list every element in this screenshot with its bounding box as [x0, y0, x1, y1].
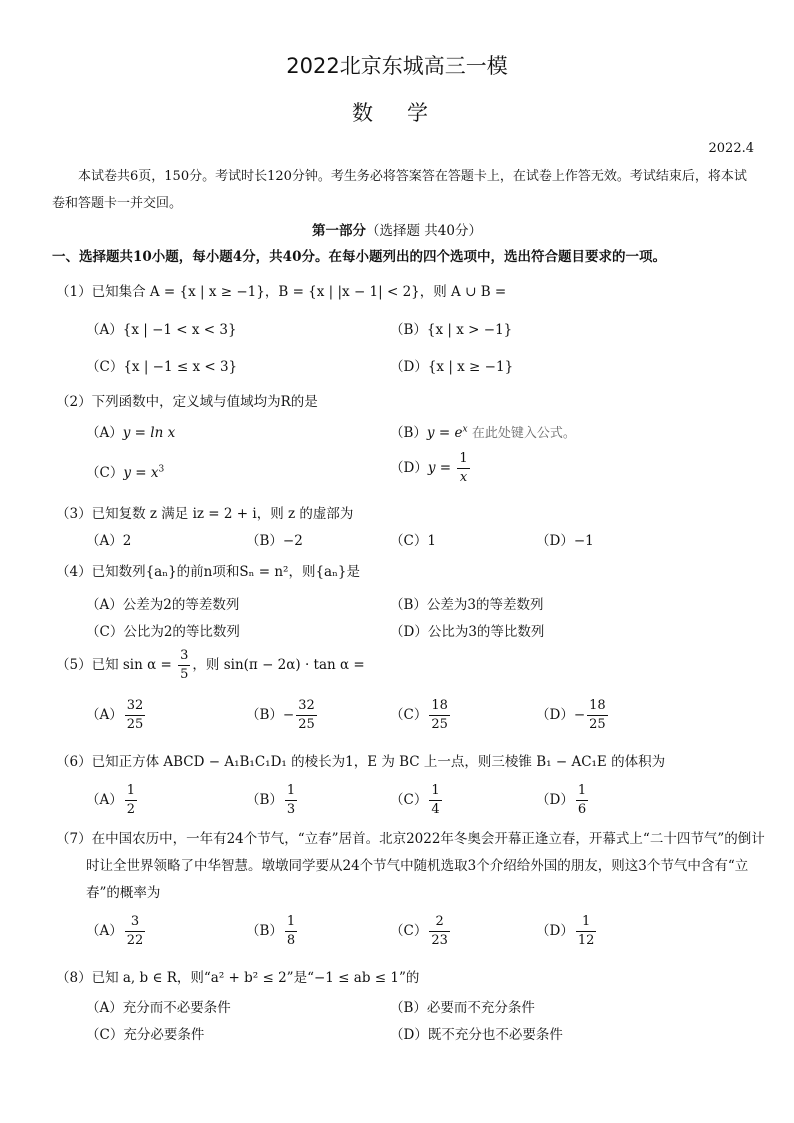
question-6-option-b: [246, 782, 299, 819]
exam-title: 2022北京东城高三一模: [286, 54, 508, 78]
question-3-option-c: （C）1: [390, 533, 436, 549]
fraction-numerator: 2: [429, 913, 450, 932]
fraction: [296, 697, 317, 734]
fraction: [429, 697, 450, 734]
formula: y =: [427, 460, 452, 476]
fraction: [178, 647, 190, 684]
question-5-option-c: [390, 697, 452, 734]
fraction-denominator: 25: [298, 717, 315, 732]
fraction: [587, 697, 608, 734]
question-7-option-d: [536, 913, 598, 950]
fraction: [125, 913, 146, 950]
fraction: [576, 913, 597, 950]
question-7-option-a: [86, 913, 147, 950]
question-4-option-c: （C）公比为2的等比数列: [86, 624, 240, 640]
fraction-denominator: 4: [431, 802, 440, 817]
formula-exponent: x: [462, 424, 468, 435]
option-letter: （B）: [246, 792, 283, 808]
option-letter: （B）: [390, 425, 427, 441]
question-3-option-b: （B）−2: [246, 533, 303, 549]
question-2-option-b: [390, 421, 576, 441]
fraction-denominator: 6: [577, 802, 587, 817]
question-2-option-a: [86, 421, 175, 441]
option-letter: （B）: [246, 923, 283, 939]
option-letter: （C）: [86, 465, 124, 481]
question-7-option-c: [390, 913, 452, 950]
exam-subject: 数学: [352, 101, 462, 125]
stem-text: ，则 sin(π − 2α) · tan α =: [192, 657, 365, 673]
fraction-denominator: 22: [126, 933, 144, 948]
fraction-denominator: 2: [126, 802, 136, 817]
question-3-option-d: （D）−1: [536, 533, 594, 549]
question-5-option-d: [536, 697, 610, 734]
question-1-option-a: （A）{x | −1 < x < 3}: [86, 322, 237, 338]
fraction-denominator: 3: [286, 802, 296, 817]
fraction-numerator: 32: [125, 697, 146, 716]
fraction-numerator: 18: [429, 697, 450, 716]
part-heading-bold: 第一部分: [312, 223, 366, 239]
formula: y = x: [123, 465, 159, 481]
option-letter: （A）: [86, 425, 123, 441]
question-6-option-a: [86, 782, 139, 819]
question-5-option-b: [246, 697, 319, 734]
fraction-numerator: 18: [587, 697, 608, 716]
fraction: [429, 913, 450, 950]
option-letter: （C）: [390, 707, 428, 723]
question-2-option-d: [390, 450, 472, 487]
question-7-option-b: [246, 913, 299, 950]
question-8-stem: （8）已知 a, b ∈ R，则“a² + b² ≤ 2”是“−1 ≤ ab ≤ 1”的: [56, 970, 420, 986]
section-heading: 一、选择题共10小题，每小题4分，共40分。在每小题列出的四个选项中，选出符合题目要求的一项。: [52, 249, 666, 265]
question-4-option-d: （D）公比为3的等比数列: [390, 624, 545, 640]
fraction: [125, 697, 146, 734]
question-6-stem: （6）已知正方体 ABCD − A₁B₁C₁D₁ 的棱长为1，E 为 BC 上一点，则三棱锥 B₁ − AC₁E 的体积为: [56, 754, 666, 770]
fraction-denominator: x: [459, 470, 468, 485]
formula-exponent: 3: [158, 464, 165, 475]
fraction-numerator: 1: [125, 782, 137, 801]
fraction-numerator: 1: [285, 782, 297, 801]
part-heading: [0, 219, 794, 239]
fraction-numerator: 1: [576, 782, 588, 801]
option-letter: （D）−: [536, 707, 586, 723]
question-1-option-d: （D）{x | x ≥ −1}: [390, 359, 514, 375]
option-letter: （A）: [86, 792, 123, 808]
fraction: [285, 913, 297, 950]
stem-text: （5）已知 sin α =: [56, 657, 172, 673]
fraction-denominator: 5: [180, 667, 189, 682]
exam-instructions: 本试卷共6页，150分。考试时长120分钟。考生务必将答案答在答题卡上，在试卷上作答无效。考试结束后，将本试卷和答题卡一并交回。: [52, 169, 747, 211]
part-heading-rest: （选择题 共40分）: [366, 223, 482, 239]
placeholder-note: 在此处键入公式。: [471, 426, 576, 441]
fraction-numerator: 32: [296, 697, 317, 716]
fraction-numerator: 1: [576, 913, 597, 932]
question-6-option-d: [536, 782, 590, 819]
fraction: [285, 782, 297, 819]
option-letter: （C）: [390, 792, 428, 808]
exam-date: 2022.4: [708, 141, 754, 156]
fraction-numerator: 1: [285, 913, 297, 932]
fraction-denominator: 23: [431, 933, 448, 948]
fraction-denominator: 25: [431, 717, 448, 732]
question-1-option-c: （C）{x | −1 ≤ x < 3}: [86, 359, 238, 375]
option-letter: （D）: [390, 460, 428, 476]
fraction-denominator: 8: [286, 933, 296, 948]
question-8-option-b: （B）必要而不充分条件: [390, 1000, 535, 1016]
question-3-option-a: （A）2: [86, 533, 132, 549]
fraction-denominator: 25: [589, 717, 606, 732]
question-2-stem: （2）下列函数中，定义域与值域均为R的是: [56, 394, 318, 410]
fraction-denominator: 25: [126, 717, 144, 732]
option-letter: （D）: [536, 792, 574, 808]
fraction-numerator: 3: [178, 647, 190, 666]
fraction: [125, 782, 137, 819]
question-5-option-a: [86, 697, 147, 734]
question-8-option-d: （D）既不充分也不必要条件: [390, 1027, 563, 1043]
question-5-stem: [56, 647, 365, 684]
question-7-stem: （7）在中国农历中，一年有24个节气，“立春”居首。北京2022年冬奥会开幕正逢立春，开幕式上“二十四节气”的倒计时让全世界领略了中华智慧。墩墩同学要从24个节气中随机选取3个介绍给外国的朋友，则这3个节气中含有“立春”的概率为: [56, 831, 765, 901]
formula: y = e: [426, 425, 463, 441]
option-letter: （D）: [536, 923, 574, 939]
fraction-denominator: 12: [577, 933, 595, 948]
question-6-option-c: [390, 782, 444, 819]
question-8-option-a: （A）充分而不必要条件: [86, 1000, 231, 1016]
question-1-option-b: （B）{x | x > −1}: [390, 322, 513, 338]
fraction-numerator: 1: [429, 782, 441, 801]
question-8-option-c: （C）充分必要条件: [86, 1027, 205, 1043]
fraction-numerator: 3: [125, 913, 146, 932]
fraction: [429, 782, 441, 819]
question-3-stem: （3）已知复数 z 满足 iz = 2 + i，则 z 的虚部为: [56, 506, 354, 522]
fraction: [457, 450, 469, 487]
option-letter: （A）: [86, 707, 123, 723]
question-4-option-b: （B）公差为3的等差数列: [390, 597, 544, 613]
question-1-stem: （1）已知集合 A = {x | x ≥ −1}，B = {x | |x − 1| < 2}，则 A ∪ B =: [56, 284, 507, 300]
fraction-numerator: 1: [457, 450, 469, 469]
option-letter: （A）: [86, 923, 123, 939]
question-4-option-a: （A）公差为2的等差数列: [86, 597, 240, 613]
fraction: [576, 782, 588, 819]
question-4-stem: （4）已知数列{aₙ}的前n项和Sₙ = n²，则{aₙ}是: [56, 564, 361, 580]
option-letter: （B）−: [246, 707, 295, 723]
formula: y = ln x: [122, 425, 176, 441]
question-2-option-c: [86, 461, 164, 481]
option-letter: （C）: [390, 923, 428, 939]
